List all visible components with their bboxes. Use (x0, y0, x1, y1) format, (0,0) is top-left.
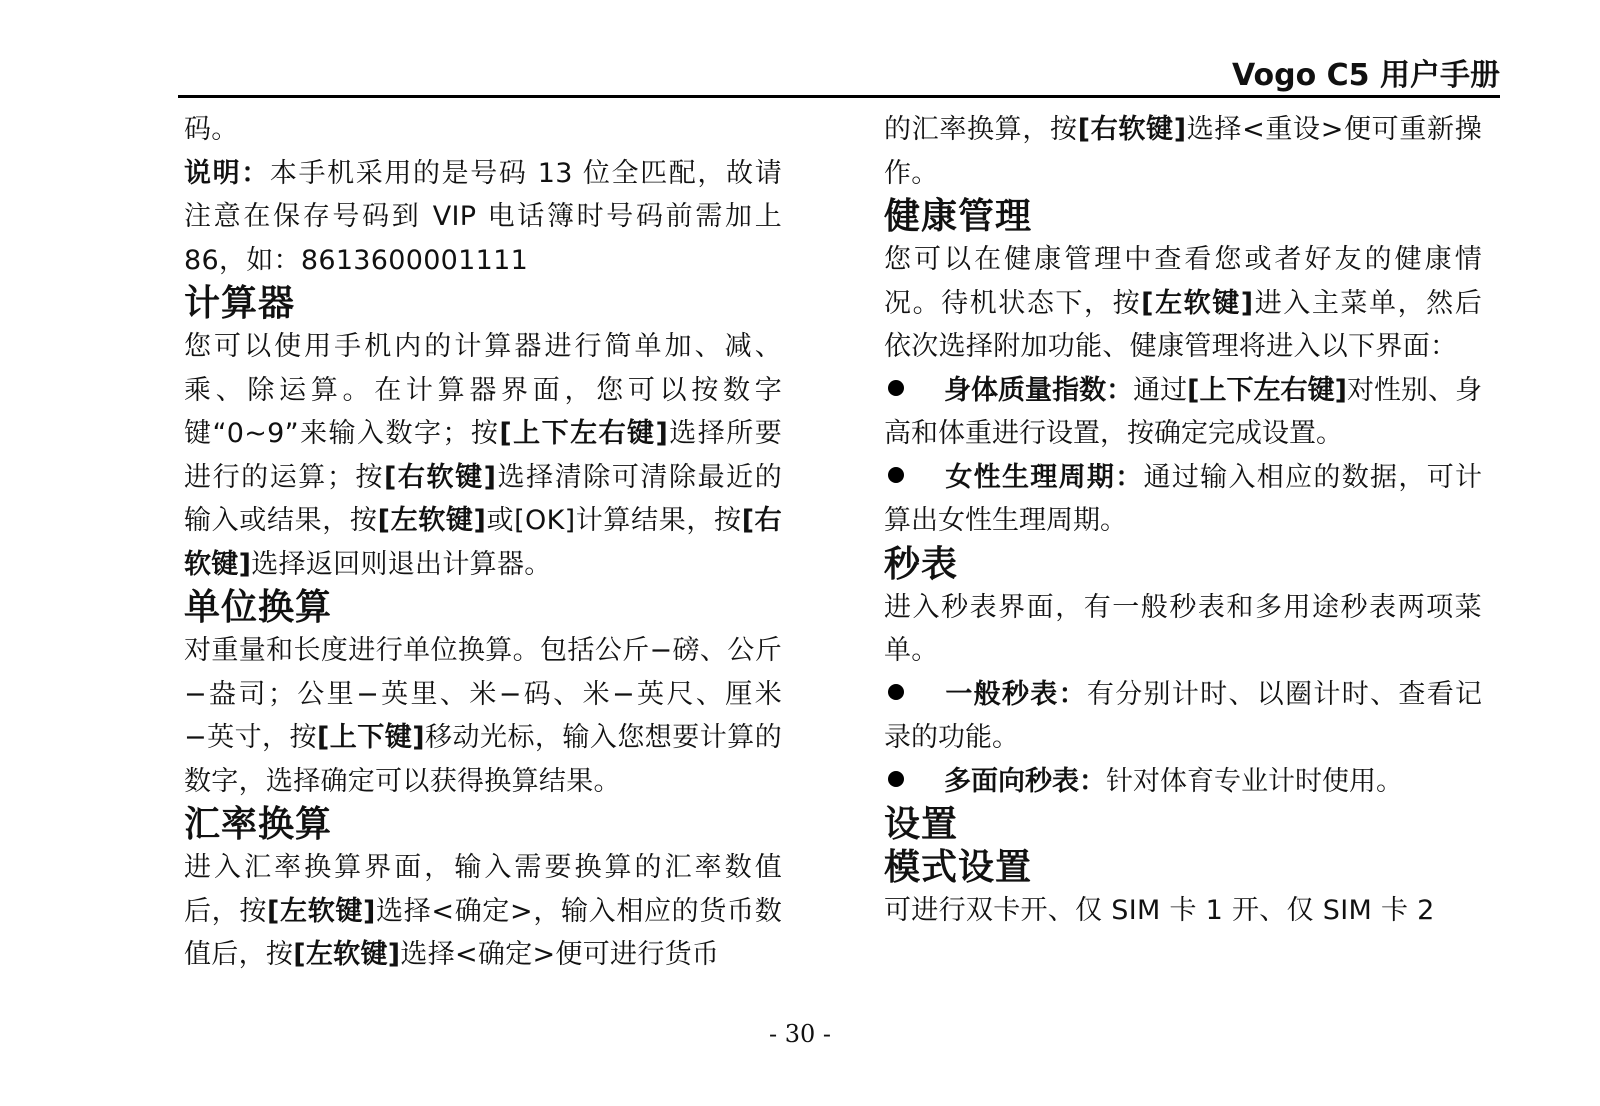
key-label: [上下左右键] (499, 418, 669, 449)
exchange-rate-heading: 汇率换算 (184, 804, 333, 845)
unit-conversion-paragraph: 对重量和长度进行单位换算。包括公斤−磅、公斤−盎司；公里−英里、米−码、米−英尺、厘米−英寸，按[上下键]移动光标，输入您想要计算的数字，选择确定可以获得换算结果。 (184, 635, 782, 797)
bullet-dot-icon (888, 467, 904, 483)
calculator-paragraph: 您可以使用手机内的计算器进行简单加、减、乘、除运算。在计算器界面，您可以按数字键“0~9”来输入数字；按[上下左右键]选择所要进行的运算；按[右软键]选择清除可清除最近的输入或结果，按[左软键]或[OK]计算结果，按[右软键]选择返回则退出计算器。 (184, 331, 783, 580)
key-label: [左软键] (377, 505, 487, 536)
key-label: [上下键] (316, 722, 425, 753)
general-stopwatch-bullet: 一般秒表：有分别计时、以圈计时、查看记录的功能。 (884, 678, 1483, 753)
bullet-dot-icon (888, 380, 904, 396)
stopwatch-heading: 秒表 (884, 543, 959, 585)
multi-stopwatch-bullet: 多面向秒表：针对体育专业计时使用。 (884, 760, 1482, 804)
bullet-label: 多面向秒表： (944, 765, 1106, 797)
bullet-label: 女性生理周期： (944, 461, 1144, 493)
right-column (884, 108, 1482, 933)
key-label: [右软键] (1077, 114, 1187, 145)
calculator-heading: 计算器 (184, 283, 296, 324)
key-label: [左软键] (1141, 287, 1254, 319)
header-title: Vogo C5 用户手册 (1231, 58, 1500, 93)
bullet-dot-icon (888, 684, 904, 700)
note-label: 说明： (184, 157, 270, 189)
key-label: [左软键] (293, 939, 401, 970)
header-rule (178, 95, 1500, 98)
page-number: - 30 - (768, 1020, 831, 1048)
left-column (184, 108, 782, 977)
note-paragraph (184, 152, 782, 283)
exchange-rate-paragraph: 进入汇率换算界面，输入需要换算的汇率数值后，按[左软键]选择<确定>，输入相应的货币数值后，按[左软键]选择<确定>便可进行货币 (184, 852, 782, 970)
key-label: [右软键] (384, 461, 497, 493)
key-label: [左软键] (267, 895, 376, 927)
mode-settings-paragraph: 可进行双卡开、仅 SIM 卡 1 开、仅 SIM 卡 2 (884, 895, 1435, 926)
bmi-bullet: 身体质量指数：通过[上下左右键]对性别、身高和体重进行设置，按确定完成设置。 (884, 374, 1483, 449)
bullet-label: 一般秒表： (944, 678, 1087, 710)
mode-settings-heading: 模式设置 (884, 847, 1033, 888)
health-heading: 健康管理 (884, 196, 1033, 237)
unit-conversion-heading: 单位换算 (184, 587, 333, 628)
key-label: [右软键] (184, 505, 782, 580)
exchange-rate-continued: 的汇率换算，按[右软键]选择<重设>便可重新操作。 (884, 114, 1482, 189)
note-text: 本手机采用的是号码 13 位全匹配，故请注意在保存号码到 VIP 电话簿时号码前需加上 86，如：8613600001111 (184, 157, 782, 276)
cycle-bullet: 女性生理周期：通过输入相应的数据，可计算出女性生理周期。 (884, 461, 1483, 536)
health-paragraph: 您可以在健康管理中查看您或者好友的健康情况。待机状态下，按[左软键]进入主菜单，然后依次选择附加功能、健康管理将进入以下界面： (884, 244, 1483, 362)
bullet-dot-icon (888, 771, 904, 787)
bullet-label: 身体质量指数： (944, 374, 1134, 406)
settings-heading: 设置 (884, 804, 959, 845)
key-label: [上下左右键] (1187, 374, 1347, 406)
continued-text: 码。 (184, 114, 239, 145)
stopwatch-paragraph: 进入秒表界面，有一般秒表和多用途秒表两项菜单。 (884, 591, 1482, 666)
